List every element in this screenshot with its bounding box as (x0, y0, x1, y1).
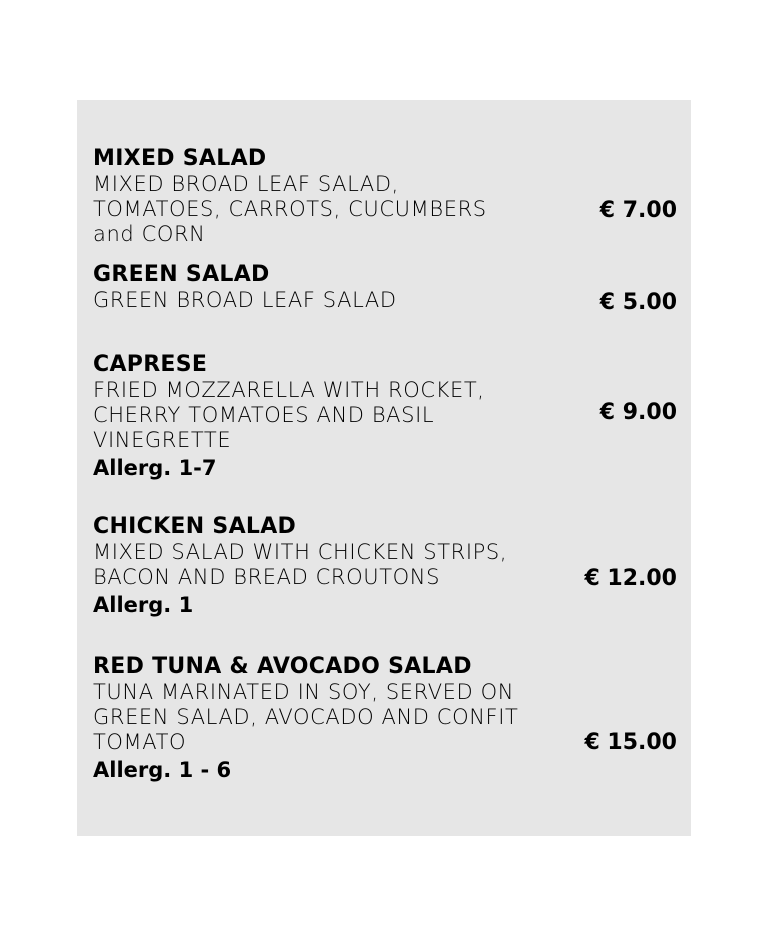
item-name: GREEN SALAD (93, 262, 270, 287)
menu-panel (77, 100, 691, 836)
item-price: € 7.00 (599, 198, 677, 223)
item-price: € 5.00 (599, 290, 677, 315)
item-description: MIXED SALAD WITH CHICKEN STRIPS, BACON AND BREAD CROUTONS (93, 540, 508, 589)
menu-item (93, 654, 677, 794)
item-description: GREEN BROAD LEAF SALAD (93, 288, 397, 312)
item-name: RED TUNA & AVOCADO SALAD (93, 654, 472, 679)
item-description: MIXED BROAD LEAF SALAD, TOMATOES, CARROTS, CUCUMBERS and CORN (93, 172, 487, 246)
item-price: € 9.00 (599, 400, 677, 425)
item-allergens: Allerg. 1 (93, 593, 194, 617)
item-allergens: Allerg. 1-7 (93, 456, 217, 480)
item-description: TUNA MARINATED IN SOY, SERVED ON GREEN SALAD, AVOCADO AND CONFIT TOMATO (93, 680, 519, 754)
item-name: CHICKEN SALAD (93, 514, 297, 539)
menu-item (93, 146, 677, 256)
item-name: MIXED SALAD (93, 146, 267, 171)
menu-item (93, 352, 677, 482)
item-name: CAPRESE (93, 352, 208, 377)
item-allergens: Allerg. 1 - 6 (93, 758, 232, 782)
menu-item (93, 514, 677, 624)
item-description: FRIED MOZZARELLA WITH ROCKET, CHERRY TOMATOES AND BASIL VINEGRETTE (93, 378, 485, 452)
item-price: € 15.00 (584, 730, 677, 755)
menu-item (93, 262, 677, 322)
item-price: € 12.00 (584, 566, 677, 591)
